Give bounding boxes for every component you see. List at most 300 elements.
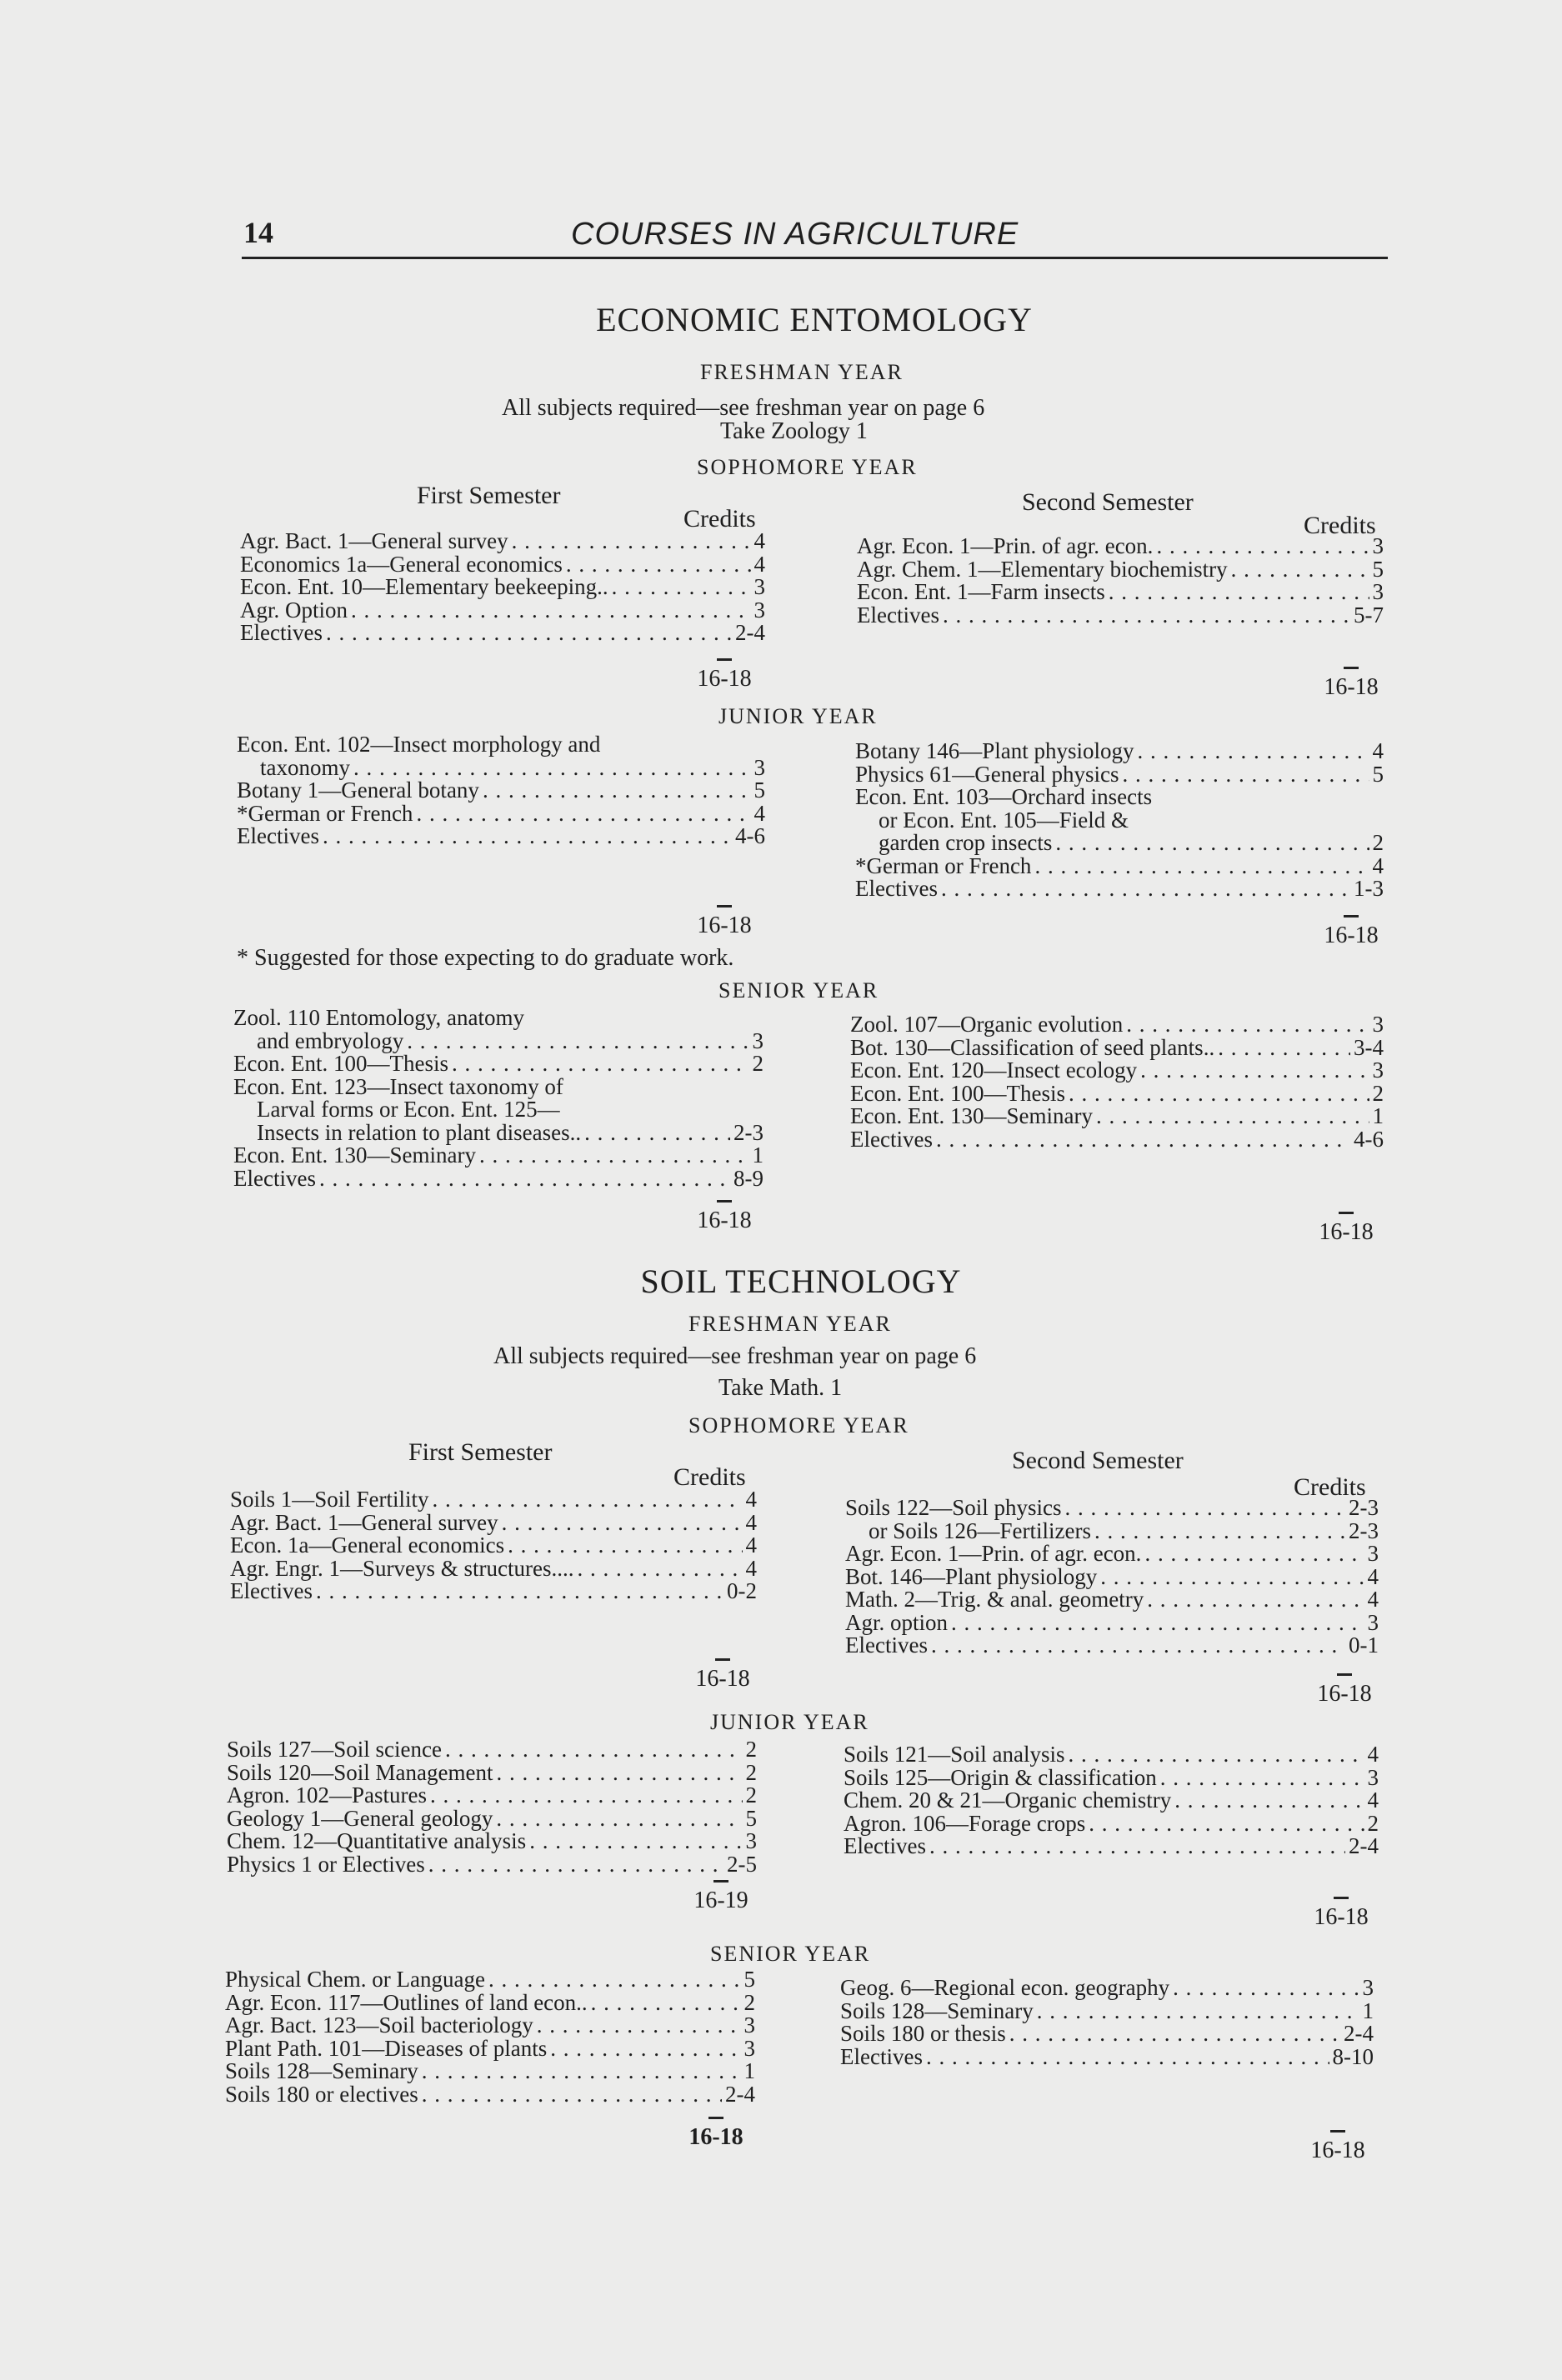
dot-leader [1156, 535, 1369, 558]
soil-senior-total-first: 16-18 [687, 2117, 745, 2151]
course-row [233, 1165, 763, 1191]
course-name: Soils 122—Soil physics [845, 1495, 1062, 1520]
course-row [227, 1784, 757, 1808]
ento-senior-total-second: 16-18 [1317, 1212, 1375, 1246]
dot-leader [428, 1853, 723, 1877]
course-name: Botany 1—General botany [237, 778, 479, 802]
course-name: Econ. Ent. 103—Orchard insects [855, 784, 1153, 809]
dot-leader [502, 1512, 743, 1535]
course-row [230, 1555, 757, 1581]
course-name: Physical Chem. or Language [225, 1967, 485, 1992]
course-credits: 2-4 [725, 2081, 755, 2107]
course-name: Geology 1—General geology [227, 1805, 493, 1831]
dot-leader [951, 1612, 1364, 1635]
course-name: Bot. 146—Plant physiology [845, 1563, 1098, 1589]
course-credits: 1 [1372, 1103, 1384, 1128]
ento-credits-heading-first: Credits [683, 505, 756, 532]
course-row [857, 604, 1384, 628]
course-name: Physics 1 or Electives [227, 1851, 425, 1877]
course-name: Econ. Ent. 10—Elementary beekeeping.. [240, 574, 608, 599]
course-name: Econ. Ent. 123—Insect taxonomy of [233, 1073, 563, 1099]
course-credits: 4 [745, 1555, 757, 1581]
course-row [855, 763, 1384, 787]
course-name: Math. 2—Trig. & anal. geometry [845, 1587, 1144, 1612]
course-row [227, 1853, 757, 1877]
course-row [844, 1789, 1379, 1812]
course-name: Agr. Bact. 1—General survey [240, 528, 508, 553]
course-row [845, 1520, 1379, 1543]
dot-leader [422, 2083, 722, 2107]
course-row [855, 832, 1384, 855]
ento-freshman-heading: FRESHMAN YEAR [700, 360, 904, 384]
dot-leader [1037, 2000, 1359, 2023]
course-credits: 3 [1372, 533, 1384, 558]
course-name: Plant Path. 101—Diseases of plants [225, 2035, 548, 2061]
course-name: Botany 146—Plant physiology [855, 738, 1134, 763]
course-row [233, 1098, 763, 1122]
course-credits: 3 [1362, 1975, 1374, 2000]
course-credits: 4 [753, 528, 765, 553]
course-row [855, 786, 1384, 809]
dot-leader [529, 1830, 742, 1853]
dot-leader [528, 1007, 760, 1030]
course-row [844, 1812, 1379, 1836]
course-credits: 3 [752, 1028, 763, 1053]
ento-sophomore-first-list [240, 530, 765, 645]
course-name: Soils 120—Soil Management [227, 1759, 493, 1785]
soil-junior-heading: JUNIOR YEAR [710, 1710, 869, 1734]
course-row [845, 1634, 1379, 1658]
course-row [850, 1105, 1384, 1128]
course-name: Zool. 110 Entomology, anatomy [233, 1005, 524, 1030]
dot-leader [488, 1968, 741, 1992]
course-credits: 4 [1367, 1742, 1379, 1767]
dot-leader [1147, 1588, 1364, 1612]
dot-leader [1109, 581, 1369, 604]
ento-junior-heading: JUNIOR YEAR [718, 704, 878, 728]
dot-leader [537, 2014, 741, 2038]
dot-leader [943, 604, 1350, 628]
course-row [840, 1977, 1374, 2000]
course-name: taxonomy [260, 754, 350, 780]
soil-first-semester-heading: First Semester [408, 1438, 553, 1466]
course-credits: 4-6 [735, 823, 765, 848]
course-credits: 5-7 [1354, 602, 1384, 628]
course-name: Agron. 102—Pastures [227, 1782, 427, 1808]
course-name: or Soils 126—Fertilizers [869, 1518, 1091, 1543]
course-credits: 2-3 [1349, 1518, 1379, 1543]
course-name: Electives [845, 1632, 928, 1658]
course-row [844, 1835, 1379, 1858]
course-row [237, 825, 765, 848]
course-name: *German or French [855, 852, 1032, 878]
ento-junior-second-list [855, 740, 1384, 901]
dot-leader [326, 622, 732, 645]
course-name: *German or French [237, 800, 413, 826]
course-credits: 2-4 [1349, 1833, 1379, 1858]
course-credits: 5 [743, 1967, 755, 1992]
soil-freshman-heading: FRESHMAN YEAR [688, 1312, 892, 1336]
course-row [850, 1128, 1384, 1152]
dot-leader [1173, 1977, 1359, 2000]
course-name: Econ. Ent. 102—Insect morphology and [237, 732, 601, 757]
page-number: 14 [243, 216, 273, 249]
course-row [225, 1968, 755, 1992]
course-row [855, 740, 1384, 763]
dot-leader [567, 1076, 760, 1099]
course-name: Soils 128—Seminary [225, 2058, 418, 2083]
course-credits: 2-4 [735, 620, 765, 645]
course-credits: 8-10 [1332, 2043, 1374, 2069]
course-name: Economics 1a—General economics [240, 551, 563, 577]
course-credits: 3-4 [1354, 1034, 1384, 1060]
course-row [233, 1119, 763, 1145]
course-row [857, 581, 1384, 604]
dot-leader [1069, 1082, 1369, 1106]
dot-leader [483, 779, 751, 802]
course-name: Agron. 106—Forage crops [844, 1810, 1086, 1836]
course-credits: 5 [1372, 761, 1384, 787]
dot-leader [1122, 763, 1369, 787]
course-row [844, 1743, 1379, 1767]
course-row [240, 622, 765, 645]
course-name: Insects in relation to plant diseases.. [257, 1119, 582, 1145]
course-credits: 3 [745, 1828, 757, 1853]
course-row [225, 2060, 755, 2083]
dot-leader [433, 1488, 743, 1512]
course-name: Electives [233, 1165, 316, 1191]
course-credits: 2 [1372, 1080, 1384, 1106]
course-credits: 3 [753, 597, 765, 622]
course-credits: 4 [1367, 1563, 1379, 1589]
dot-leader [577, 1558, 742, 1581]
ento-sophomore-total-second: 16-18 [1322, 667, 1380, 701]
ento-junior-first-list [237, 733, 765, 848]
course-name: Agr. Option [240, 597, 348, 622]
course-name: Econ. 1a—General economics [230, 1532, 505, 1558]
dot-leader [1132, 809, 1380, 832]
dot-leader [550, 2038, 740, 2061]
soil-junior-total-first: 16-19 [692, 1880, 750, 1914]
dot-leader [1174, 1789, 1364, 1812]
course-row [845, 1588, 1379, 1612]
course-name: Agr. Engr. 1—Surveys & structures.... [230, 1555, 574, 1581]
dot-leader [1089, 1812, 1364, 1836]
course-name: Econ. Ent. 1—Farm insects [857, 579, 1105, 604]
course-name: Zool. 107—Organic evolution [850, 1012, 1124, 1037]
course-credits: 4 [753, 800, 765, 826]
course-credits: 2-3 [733, 1119, 763, 1145]
course-name: Soils 128—Seminary [840, 1998, 1034, 2023]
dot-leader [936, 1128, 1350, 1152]
dot-leader [353, 757, 751, 780]
course-name: Econ. Ent. 100—Thesis [850, 1080, 1065, 1106]
course-row [850, 1034, 1384, 1060]
dot-leader [351, 599, 750, 622]
course-row [857, 558, 1384, 582]
course-row [240, 599, 765, 622]
soil-second-semester-heading: Second Semester [1012, 1447, 1184, 1474]
soil-freshman-math-note: Take Math. 1 [718, 1375, 843, 1401]
soil-senior-heading: SENIOR YEAR [710, 1942, 871, 1966]
course-credits: 2 [1372, 830, 1384, 855]
course-credits: 8-9 [733, 1165, 763, 1191]
course-row [227, 1830, 757, 1853]
ento-senior-total-first: 16-18 [695, 1200, 753, 1234]
dot-leader [508, 1534, 742, 1558]
course-credits: 1-3 [1354, 876, 1384, 901]
course-credits: 3 [1367, 1764, 1379, 1790]
dot-leader [563, 1098, 760, 1122]
soil-credits-heading-first: Credits [673, 1463, 746, 1491]
ento-credits-heading-second: Credits [1304, 512, 1376, 539]
ento-freshman-note: All subjects required—see freshman year on page 6 [502, 395, 985, 421]
ento-junior-total-first: 16-18 [695, 905, 753, 939]
course-credits: 4 [1372, 852, 1384, 878]
course-row [845, 1609, 1379, 1635]
course-credits: 2-4 [1344, 2021, 1374, 2046]
course-credits: 3 [1372, 579, 1384, 604]
course-credits: 4 [753, 551, 765, 577]
dot-leader [1069, 1743, 1364, 1767]
dot-leader [1100, 1566, 1364, 1589]
dot-leader [591, 1992, 741, 2015]
ento-freshman-zoology-note: Take Zoology 1 [720, 418, 868, 444]
course-row [237, 779, 765, 802]
ento-senior-second-list [850, 1013, 1384, 1151]
course-row [850, 1082, 1384, 1106]
ento-junior-total-second: 16-18 [1322, 915, 1380, 949]
course-credits: 4 [745, 1509, 757, 1535]
dot-leader [929, 1835, 1345, 1858]
course-row [233, 1073, 763, 1099]
course-credits: 2-3 [1349, 1495, 1379, 1520]
course-name: Physics 61—General physics [855, 761, 1119, 787]
course-credits: 2 [745, 1782, 757, 1808]
course-name: Bot. 130—Classification of seed plants.. [850, 1034, 1215, 1060]
course-row [840, 2022, 1374, 2046]
course-credits: 3 [1367, 1541, 1379, 1566]
course-row [227, 1738, 757, 1762]
course-row [225, 2035, 755, 2061]
course-row [237, 754, 765, 780]
soil-senior-first-list [225, 1968, 755, 2106]
course-row [233, 1052, 763, 1076]
course-name: Electives [240, 620, 323, 645]
dot-leader [1126, 1013, 1369, 1037]
ento-footnote: * Suggested for those expecting to do graduate work. [237, 945, 734, 971]
course-row [845, 1497, 1379, 1520]
course-credits: 2-5 [727, 1851, 757, 1877]
course-name: Soils 125—Origin & classification [844, 1764, 1157, 1790]
dot-leader [445, 1738, 743, 1762]
soil-freshman-note: All subjects required—see freshman year on page 6 [493, 1343, 977, 1369]
course-row [840, 2043, 1374, 2069]
course-credits: 3 [743, 2012, 755, 2038]
soil-junior-second-list [844, 1743, 1379, 1858]
course-name: Soils 121—Soil analysis [844, 1742, 1065, 1767]
soil-junior-total-second: 16-18 [1312, 1897, 1370, 1931]
course-credits: 4 [745, 1487, 757, 1512]
dot-leader [612, 576, 751, 599]
ento-sophomore-heading: SOPHOMORE YEAR [697, 455, 918, 479]
course-credits: 5 [753, 778, 765, 802]
dot-leader [1096, 1105, 1369, 1128]
dot-leader [1160, 1767, 1364, 1790]
course-row [844, 1764, 1379, 1790]
soil-senior-second-list [840, 1977, 1374, 2068]
course-credits: 2 [752, 1051, 763, 1076]
course-name: Electives [237, 823, 319, 848]
course-name: Electives [857, 602, 939, 628]
course-row [233, 1144, 763, 1168]
dot-leader [316, 1580, 723, 1603]
course-credits: 2 [1367, 1810, 1379, 1836]
course-credits: 3 [743, 2035, 755, 2061]
course-name: Agr. Econ. 1—Prin. of agr. econ. [845, 1541, 1142, 1566]
course-credits: 2 [743, 1989, 755, 2015]
dot-leader [416, 802, 750, 826]
course-row [845, 1563, 1379, 1589]
course-row [227, 1805, 757, 1831]
course-name: Econ. Ent. 130—Seminary [850, 1103, 1093, 1128]
course-row [230, 1509, 757, 1535]
course-row [850, 1013, 1384, 1037]
course-row [240, 576, 765, 599]
course-row [230, 1488, 757, 1512]
course-row [230, 1580, 757, 1603]
course-name: Econ. Ent. 100—Thesis [233, 1051, 448, 1076]
course-credits: 5 [1372, 556, 1384, 582]
course-row [225, 2083, 755, 2107]
course-row [237, 802, 765, 826]
course-row [840, 2000, 1374, 2023]
ento-senior-heading: SENIOR YEAR [718, 978, 879, 1002]
course-credits: 1 [743, 2058, 755, 2083]
course-credits: 3 [1367, 1609, 1379, 1635]
section-title-soil: SOIL TECHNOLOGY [640, 1262, 962, 1300]
course-name: or Econ. Ent. 105—Field & [879, 807, 1129, 832]
ento-sophomore-total-first: 16-18 [695, 658, 753, 692]
dot-leader [1218, 1037, 1350, 1060]
soil-sophomore-first-list [230, 1488, 757, 1603]
course-row [227, 1759, 757, 1785]
course-row [855, 852, 1384, 878]
soil-sophomore-second-list [845, 1497, 1379, 1658]
course-credits: 2 [745, 1759, 757, 1785]
dot-leader [1055, 832, 1369, 855]
dot-leader [1231, 558, 1369, 582]
course-row [845, 1542, 1379, 1566]
dot-leader [422, 2060, 741, 2083]
soil-sophomore-heading: SOPHOMORE YEAR [688, 1413, 909, 1438]
dot-leader [319, 1168, 730, 1191]
dot-leader [1094, 1520, 1345, 1543]
course-row [233, 1007, 763, 1030]
course-row [225, 2014, 755, 2038]
course-row [850, 1059, 1384, 1082]
course-row [855, 809, 1384, 832]
course-name: Electives [840, 2043, 923, 2069]
course-credits: 3 [1372, 1058, 1384, 1082]
dot-leader [323, 825, 732, 848]
course-credits: 5 [745, 1805, 757, 1831]
soil-senior-total-second: 16-18 [1309, 2130, 1367, 2164]
course-name: Electives [230, 1578, 313, 1603]
course-credits: 4-6 [1354, 1126, 1384, 1152]
dot-leader [1140, 1059, 1369, 1082]
course-credits: 3 [1372, 1012, 1384, 1037]
course-name: Econ. Ent. 120—Insect ecology [850, 1058, 1138, 1082]
course-name: Soils 180 or thesis [840, 2021, 1006, 2046]
soil-sophomore-total-first: 16-18 [693, 1658, 752, 1692]
course-name: Agr. Chem. 1—Elementary biochemistry [857, 556, 1228, 582]
course-name: Agr. Bact. 123—Soil bacteriology [225, 2012, 533, 2038]
course-name: Soils 1—Soil Fertility [230, 1487, 429, 1512]
course-credits: 1 [752, 1142, 763, 1168]
section-title-entomology: ECONOMIC ENTOMOLOGY [596, 301, 1033, 338]
course-name: Soils 180 or electives [225, 2081, 418, 2107]
dot-leader [496, 1808, 742, 1831]
course-name: Agr. Bact. 1—General survey [230, 1509, 498, 1535]
dot-leader [566, 553, 751, 577]
ento-sophomore-second-list [857, 535, 1384, 627]
dot-leader [1155, 786, 1380, 809]
course-row [240, 530, 765, 553]
course-credits: 4 [1372, 738, 1384, 763]
course-credits: 0-1 [1349, 1632, 1379, 1658]
course-name: and embryology [257, 1028, 404, 1053]
dot-leader [926, 2046, 1329, 2069]
course-row [857, 535, 1384, 558]
running-title: COURSES IN AGRICULTURE [571, 217, 1019, 252]
course-credits: 3 [753, 574, 765, 599]
course-name: Larval forms or Econ. Ent. 125— [257, 1097, 560, 1122]
dot-leader [1009, 2022, 1340, 2046]
course-credits: 1 [1362, 1998, 1374, 2023]
dot-leader [497, 1762, 743, 1785]
running-header [242, 215, 1388, 259]
course-row [237, 733, 765, 757]
course-credits: 4 [1367, 1587, 1379, 1612]
course-name: Geog. 6—Regional econ. geography [840, 1975, 1170, 2000]
dot-leader [603, 733, 762, 757]
course-name: Electives [850, 1126, 933, 1152]
course-name: Agr. Econ. 117—Outlines of land econ.. [225, 1989, 588, 2015]
course-name: Soils 127—Soil science [227, 1737, 442, 1762]
dot-leader [584, 1122, 730, 1145]
course-credits: 3 [753, 754, 765, 780]
dot-leader [941, 878, 1350, 901]
ento-second-semester-heading: Second Semester [1022, 488, 1194, 516]
course-name: garden crop insects [879, 830, 1053, 855]
course-row [855, 878, 1384, 901]
course-name: Econ. Ent. 130—Seminary [233, 1142, 476, 1168]
course-credits: 4 [1367, 1788, 1379, 1812]
soil-sophomore-total-second: 16-18 [1315, 1673, 1374, 1708]
dot-leader [1065, 1497, 1345, 1520]
dot-leader [1144, 1542, 1364, 1566]
course-row [233, 1030, 763, 1053]
course-name: Electives [855, 876, 938, 901]
dot-leader [1138, 740, 1369, 763]
ento-senior-first-list [233, 1007, 763, 1190]
dot-leader [1034, 855, 1369, 878]
course-row [240, 553, 765, 577]
course-credits: 0-2 [727, 1578, 757, 1603]
ento-first-semester-heading: First Semester [417, 482, 561, 509]
dot-leader [479, 1144, 749, 1168]
